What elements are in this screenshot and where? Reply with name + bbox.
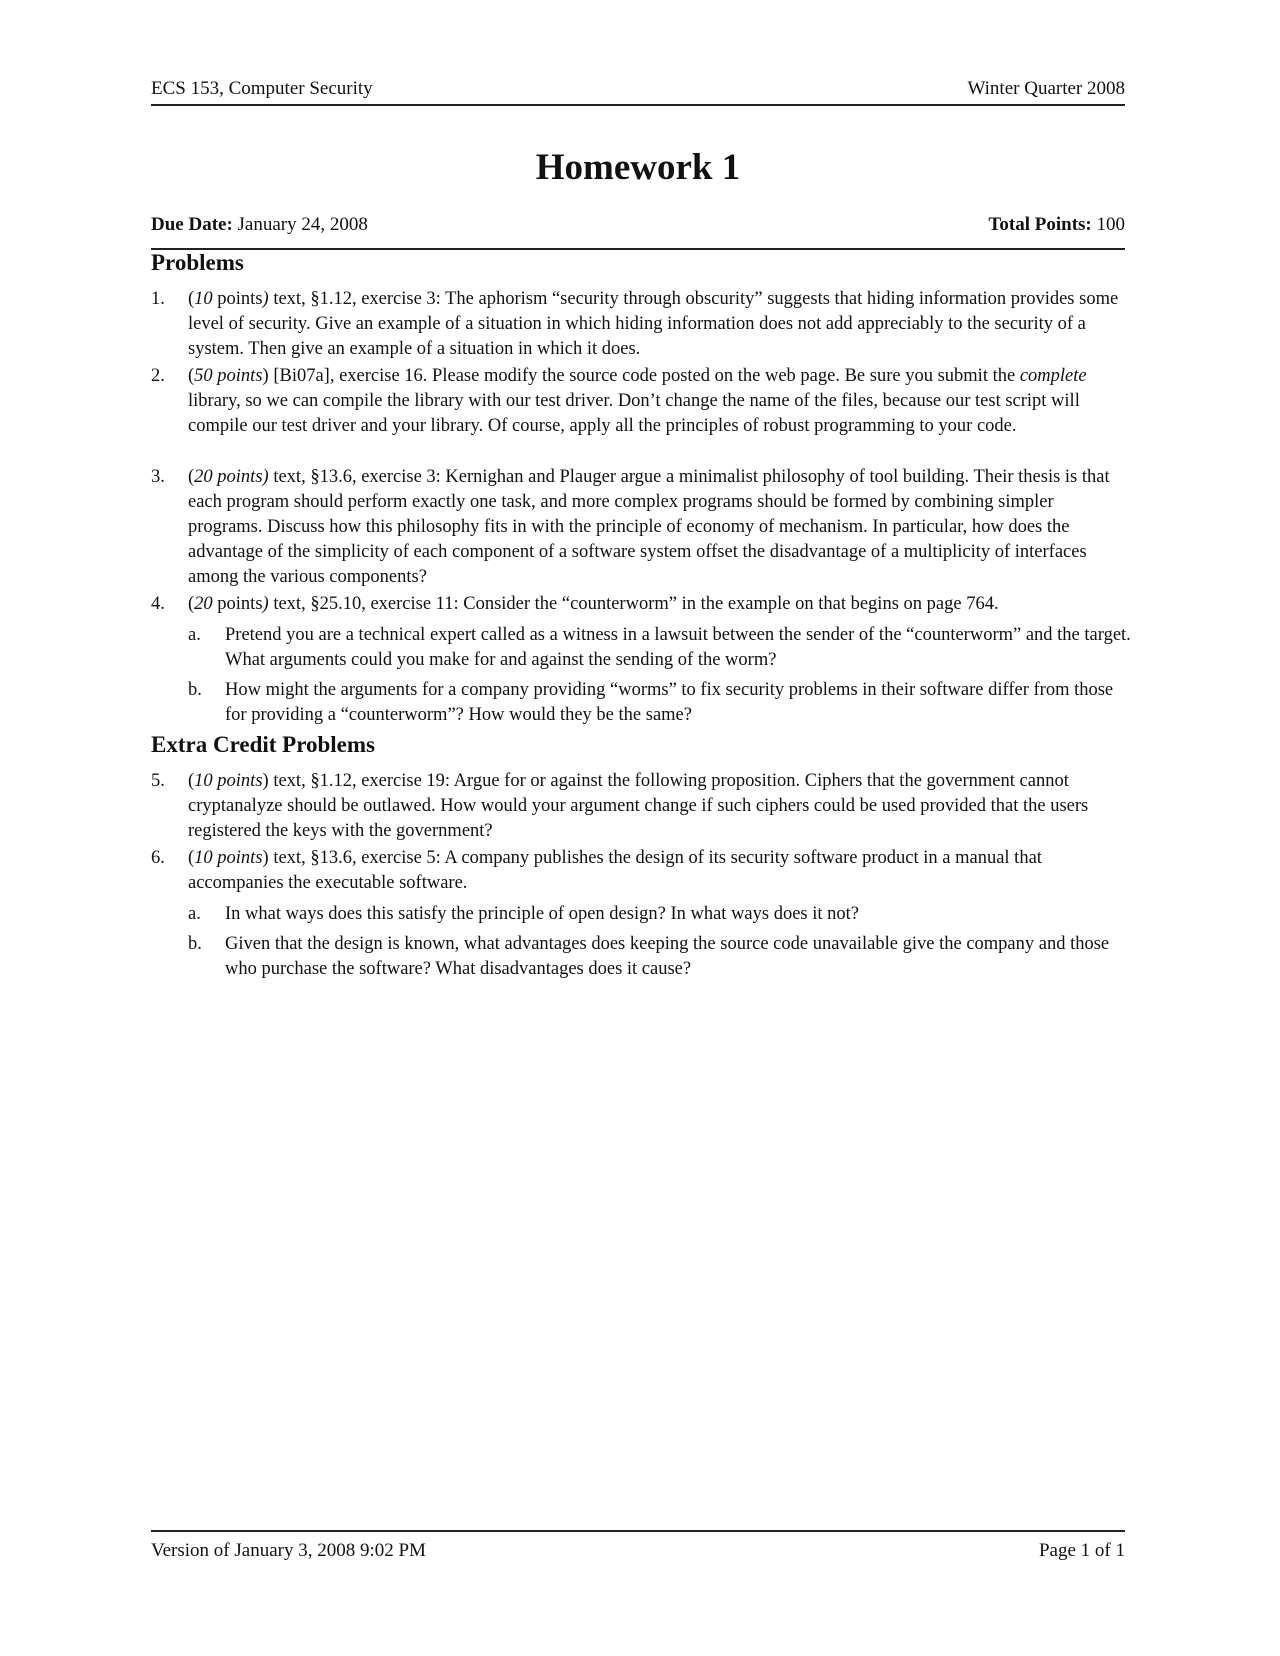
paren-open: ( xyxy=(188,848,195,868)
problem-text xyxy=(188,465,1125,590)
section-heading-problems: Problems xyxy=(151,250,244,275)
sub-number: b. xyxy=(188,934,202,954)
page-title: Homework 1 xyxy=(535,147,741,188)
problem-text xyxy=(188,769,1125,844)
due-line xyxy=(151,214,1125,250)
problem-points: 10 xyxy=(194,289,213,309)
sub-text: Pretend you are a technical expert called as a witness in a lawsuit between the sender of the “counterworm” and the target. What arguments could you make for and against the sending of the worm? xyxy=(225,625,1131,670)
due-date-label: Due Date: xyxy=(151,214,233,235)
paren-close: ) xyxy=(262,366,269,386)
problem-body: text, §1.12, exercise 3: The aphorism “security through obscurity” suggests that hiding information provides some level of security. Give an example of a situation in which hiding information does not add appreciably to the security of a system. Then give an example of a situation in which it does. xyxy=(188,289,1119,359)
problem-body: text, §13.6, exercise 5: A company publishes the design of its security software product in a manual that accompanies the executable software. xyxy=(188,848,1042,893)
page-number: Page 1 of 1 xyxy=(1038,1540,1125,1561)
sub-item xyxy=(188,932,1133,982)
problem-body-cont: library, so we can compile the library with our test driver. Don’t change the name of the files, because our test script will compile our test driver and your library. Of course, apply all the principles of robust programming to your code. xyxy=(188,391,1080,436)
paren-open: ( xyxy=(188,366,195,386)
paren-close: ) xyxy=(262,771,269,791)
points-word: points xyxy=(212,289,263,309)
due-date-value: January 24, 2008 xyxy=(237,214,368,235)
section-heading-extra-credit: Extra Credit Problems xyxy=(151,732,376,757)
problem-number: 2. xyxy=(151,366,165,386)
version-stamp: Version of January 3, 2008 9:02 PM xyxy=(151,1540,426,1561)
problem-points: 50 points xyxy=(194,366,263,386)
problem-item xyxy=(151,465,1125,590)
paren-close: ) xyxy=(262,289,269,309)
term-name: Winter Quarter 2008 xyxy=(967,78,1125,99)
paren-close: ) xyxy=(262,594,269,614)
sub-item xyxy=(188,623,1133,673)
problem-body: [Bi07a], exercise 16. Please modify the source code posted on the web page. Be sure you submit the xyxy=(268,366,1020,386)
problem-number: 6. xyxy=(151,848,165,868)
due-date xyxy=(151,214,368,236)
paren-open: ( xyxy=(188,467,195,487)
paren-close: ) xyxy=(262,848,269,868)
problem-body: text, §25.10, exercise 11: Consider the “counterworm” in the example on that begins on page 764. xyxy=(268,594,999,614)
paren-open: ( xyxy=(188,594,195,614)
total-points xyxy=(988,214,1125,236)
problem-item xyxy=(151,846,1125,896)
sub-text: In what ways does this satisfy the principle of open design? In what ways does it not? xyxy=(225,904,860,924)
problem-item xyxy=(151,769,1125,844)
problem-number: 3. xyxy=(151,467,165,487)
total-points-value: 100 xyxy=(1096,214,1125,235)
problem-text xyxy=(188,364,1125,439)
problem-body: text, §13.6, exercise 3: Kernighan and Plauger argue a minimalist philosophy of tool building. Their thesis is that each program should perform exactly one task, and more complex programs should be formed by combining simpler programs. Discuss how this philosophy fits in with the principle of economy of mechanism. In particular, how does the advantage of the simplicity of each component of a software system offset the disadvantage of a multiplicity of interfaces among the various components? xyxy=(188,467,1110,587)
emphasis-word: complete xyxy=(1019,366,1087,386)
paren-open: ( xyxy=(188,289,195,309)
sub-text: How might the arguments for a company providing “worms” to fix security problems in their software differ from those for providing a “counterworm”? How would they be the same? xyxy=(225,680,1114,725)
points-word: points xyxy=(212,594,263,614)
sub-number: b. xyxy=(188,680,202,700)
problem-number: 5. xyxy=(151,771,165,791)
problem-points: 20 xyxy=(194,594,213,614)
problem-points: 10 points xyxy=(194,771,263,791)
sub-item xyxy=(188,678,1133,728)
total-points-label: Total Points: xyxy=(988,214,1092,235)
problem-item xyxy=(151,287,1125,362)
problem-text xyxy=(188,846,1125,896)
sub-item xyxy=(188,902,1133,927)
problem-points: 10 points xyxy=(194,848,263,868)
course-name: ECS 153, Computer Security xyxy=(151,78,373,99)
paren-close: ) xyxy=(262,467,269,487)
problem-text xyxy=(188,287,1125,362)
sub-number: a. xyxy=(188,904,201,924)
problem-item xyxy=(151,592,1125,617)
problem-item xyxy=(151,364,1125,439)
sub-text: Given that the design is known, what advantages does keeping the source code unavailable give the company and those who purchase the software? What disadvantages does it cause? xyxy=(225,934,1110,979)
paren-open: ( xyxy=(188,771,195,791)
problem-body: text, §1.12, exercise 19: Argue for or against the following proposition. Ciphers that the government cannot cryptanalyze should be outlawed. How would your argument change if such ciphers could be used provided that the users registered the keys with the government? xyxy=(188,771,1089,841)
problem-number: 4. xyxy=(151,594,165,614)
page-header xyxy=(151,74,1125,106)
problem-text xyxy=(188,592,1125,617)
problem-number: 1. xyxy=(151,289,165,309)
page-footer xyxy=(151,1530,1125,1562)
problem-points: 20 points xyxy=(194,467,263,487)
sub-number: a. xyxy=(188,625,201,645)
